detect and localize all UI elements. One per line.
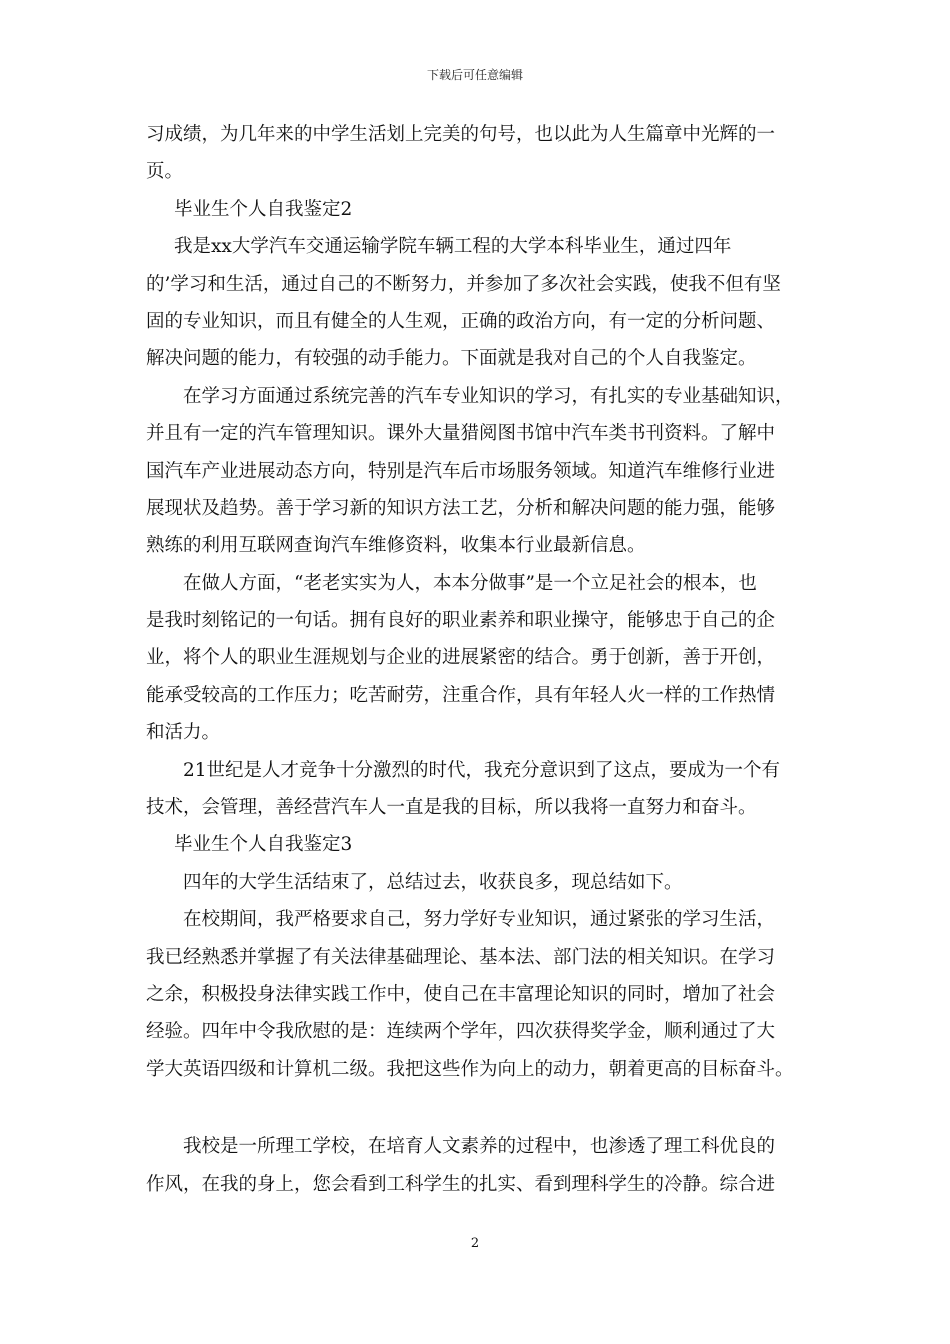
text-line: 国汽车产业进展动态方向，特别是汽车后市场服务领域。知道汽车维修行业进 xyxy=(146,460,776,482)
text-line: 学大英语四级和计算机二级。我把这些作为向上的动力，朝着更高的目标奋斗。 xyxy=(146,1058,794,1080)
text-line: 并且有一定的汽车管理知识。课外大量猎阅图书馆中汽车类书刊资料。了解中 xyxy=(146,423,776,445)
text-line: 展现状及趋势。善于学习新的知识方法工艺，分析和解决问题的能力强，能够 xyxy=(146,497,776,519)
page-header: 下载后可任意编辑 xyxy=(426,68,523,82)
text-line: 之余，积极投身法律实践工作中，使自己在丰富理论知识的同时，增加了社会 xyxy=(146,983,776,1005)
text-line: 熟练的利用互联网查询汽车维修资料，收集本行业最新信息。 xyxy=(146,535,646,557)
document-body xyxy=(146,116,816,1203)
text-line: 21世纪是人才竞争十分激烈的时代，我充分意识到了这点，要成为一个有 xyxy=(183,759,781,781)
text-line: 的’学习和生活，通过自己的不断努力，并参加了多次社会实践，使我不但有坚 xyxy=(146,273,781,295)
text-line: 我已经熟悉并掌握了有关法律基础理论、基本法、部门法的相关知识。在学习 xyxy=(146,946,776,968)
text-line: 和活力。 xyxy=(146,722,221,744)
text-line: 是我时刻铭记的一句话。拥有良好的职业素养和职业操守，能够忠于自己的企 xyxy=(146,610,776,632)
text-line: 在校期间，我严格要求自己，努力学好专业知识，通过紧张的学习生活， xyxy=(183,909,776,931)
text-line: 四年的大学生活结束了，总结过去，收获良多，现总结如下。 xyxy=(183,871,683,893)
page-number: 2 xyxy=(470,1236,480,1251)
text-line: 业，将个人的职业生涯规划与企业的进展紧密的结合。勇于创新，善于开创， xyxy=(146,647,776,669)
text-line: 在学习方面通过系统完善的汽车专业知识的学习，有扎实的专业基础知识， xyxy=(183,385,794,407)
text-line: 经验。四年中令我欣慰的是：连续两个学年，四次获得奖学金，顺利通过了大 xyxy=(146,1021,776,1043)
text-line: 页。 xyxy=(146,161,184,183)
paragraph-gap xyxy=(146,1088,816,1128)
text-line: 解决问题的能力，有较强的动手能力。下面就是我对自己的个人自我鉴定。 xyxy=(146,348,757,370)
text-line: 我是xx大学汽车交通运输学院车辆工程的大学本科毕业生，通过四年 xyxy=(174,236,732,258)
text-line: 能承受较高的工作压力；吃苦耐劳，注重合作，具有年轻人火一样的工作热情 xyxy=(146,684,776,706)
text-line: 在做人方面，“老老实实为人，本本分做事”是一个立足社会的根本，也 xyxy=(183,572,757,594)
text-line: 毕业生个人自我鉴定2 xyxy=(174,198,353,220)
text-line: 固的专业知识，而且有健全的人生观，正确的政治方向，有一定的分析问题、 xyxy=(146,310,776,332)
text-line: 技术，会管理，善经营汽车人一直是我的目标，所以我将一直努力和奋斗。 xyxy=(146,797,757,819)
text-line: 毕业生个人自我鉴定3 xyxy=(174,834,353,856)
text-line: 作风，在我的身上，您会看到工科学生的扎实、看到理科学生的冷静。综合进 xyxy=(146,1173,776,1195)
text-line: 习成绩，为几年来的中学生活划上完美的句号，也以此为人生篇章中光辉的一 xyxy=(146,124,776,145)
text-line: 我校是一所理工学校，在培育人文素养的过程中，也渗透了理工科优良的 xyxy=(183,1136,776,1158)
